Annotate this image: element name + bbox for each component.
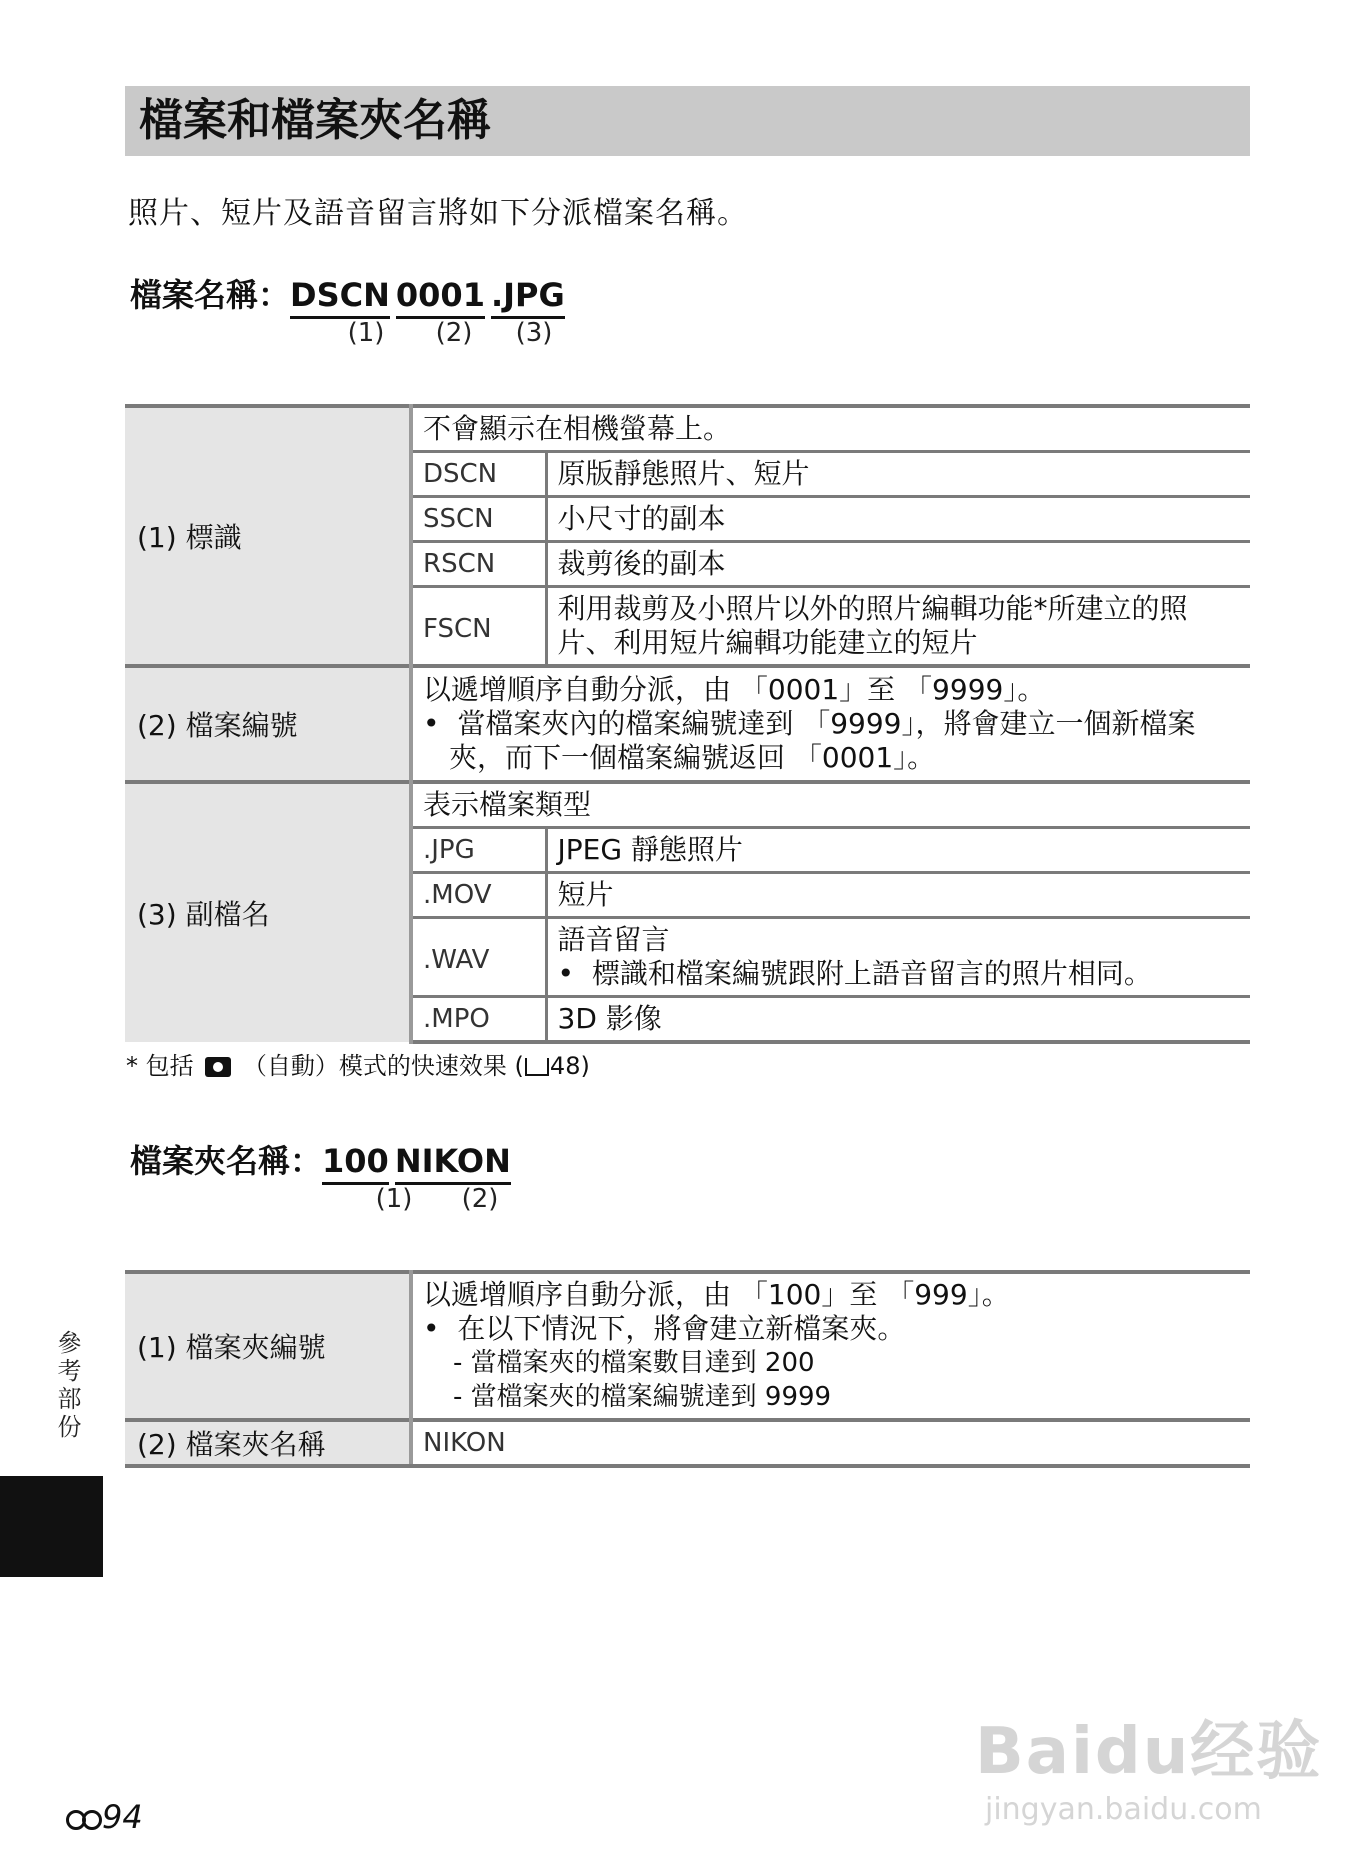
side-tab — [0, 1476, 103, 1577]
desc-cell: 裁剪後的副本 — [546, 542, 1250, 587]
foldername-part-2: NIKON — [395, 1142, 511, 1185]
extension-header: 表示檔案類型 — [411, 782, 1250, 828]
marker: (2) — [461, 1184, 499, 1214]
filename-part-2: 0001 — [396, 276, 485, 319]
label-extension: (3) 副檔名 — [125, 782, 411, 1042]
folder-number-desc — [411, 1272, 1250, 1420]
code-cell: .JPG — [411, 828, 546, 873]
marker: (2) — [435, 318, 473, 348]
bullet-text: 當檔案夾內的檔案編號達到 「9999」，將會建立一個新檔案夾，而下一個檔案編號返回 「0001」。 — [449, 707, 1196, 774]
filename-label: 檔案名稱： — [130, 276, 291, 314]
foldername-heading — [130, 1136, 517, 1185]
code-cell: FSCN — [411, 587, 546, 667]
title-bar — [125, 86, 1250, 156]
page-number — [66, 1798, 143, 1836]
label-folder-name: (2) 檔案夾名稱 — [125, 1420, 411, 1466]
bullet-text: 在以下情況下，將會建立新檔案夾。 — [457, 1312, 906, 1345]
marker: (3) — [515, 318, 553, 348]
foldername-markers — [374, 1184, 500, 1214]
file-number-line: 以遞增順序自動分派，由 「0001」至 「9999」。 — [423, 673, 1046, 706]
page-title: 檔案和檔案夾名稱 — [139, 95, 491, 146]
label-folder-number: (1) 檔案夾編號 — [125, 1272, 411, 1420]
code-cell: .MPO — [411, 997, 546, 1043]
desc-cell: 短片 — [546, 873, 1250, 918]
desc-cell — [546, 918, 1250, 997]
desc-text: 語音留言 — [557, 923, 670, 956]
label-file-number: (2) 檔案編號 — [125, 666, 411, 782]
camera-icon — [205, 1057, 231, 1077]
watermark — [975, 1700, 1322, 1827]
intro-text: 照片、短片及語音留言將如下分派檔案名稱。 — [128, 196, 748, 231]
desc-cell: 3D 影像 — [546, 997, 1250, 1043]
folder-number-line: 以遞增順序自動分派，由 「100」至 「999」。 — [423, 1278, 1010, 1311]
file-number-desc — [411, 666, 1250, 782]
side-label: 參考部份 — [53, 1330, 81, 1442]
footnote — [126, 1046, 590, 1081]
identifier-header: 不會顯示在相機螢幕上。 — [411, 406, 1250, 452]
dash-item: - 當檔案夾的檔案數目達到 200 — [453, 1348, 815, 1378]
code-cell: RSCN — [411, 542, 546, 587]
folder-name-value: NIKON — [411, 1420, 1250, 1466]
page-number-text: 94 — [102, 1798, 143, 1836]
filename-part-1: DSCN — [290, 276, 390, 319]
foldername-label: 檔案夾名稱： — [130, 1142, 323, 1180]
desc-cell: JPEG 靜態照片 — [546, 828, 1250, 873]
desc-cell: 原版靜態照片、短片 — [546, 452, 1250, 497]
label-identifier: (1) 標識 — [125, 406, 411, 666]
watermark-url: jingyan.baidu.com — [985, 1792, 1262, 1827]
foldername-table — [125, 1270, 1250, 1468]
marker: (1) — [375, 1184, 413, 1214]
code-cell: SSCN — [411, 497, 546, 542]
footnote-prefix: * 包括 — [126, 1052, 194, 1080]
filename-heading — [130, 270, 571, 319]
reference-icon — [66, 1810, 102, 1828]
desc-cell: 利用裁剪及小照片以外的照片編輯功能*所建立的照片、利用短片編輯功能建立的短片 — [546, 587, 1250, 667]
marker: (1) — [347, 318, 385, 348]
dash-item: - 當檔案夾的檔案編號達到 9999 — [453, 1382, 832, 1412]
code-cell: DSCN — [411, 452, 546, 497]
filename-part-3: .JPG — [491, 276, 565, 319]
book-icon — [525, 1058, 549, 1076]
bullet-text: 標識和檔案編號跟附上語音留言的照片相同。 — [591, 957, 1152, 990]
footnote-suffix: （自動）模式的快速效果 ( — [242, 1052, 524, 1080]
bullet-item: • 當檔案夾內的檔案編號達到 「9999」，將會建立一個新檔案夾，而下一個檔案編號返回 「0001」。 — [423, 707, 1196, 774]
bullet-item: • 在以下情況下，將會建立新檔案夾。 — [423, 1312, 906, 1345]
filename-markers — [346, 318, 554, 348]
code-cell: .WAV — [411, 918, 546, 997]
desc-cell: 小尺寸的副本 — [546, 497, 1250, 542]
foldername-part-1: 100 — [322, 1142, 389, 1185]
filename-table — [125, 404, 1250, 1044]
bullet-item: • 標識和檔案編號跟附上語音留言的照片相同。 — [557, 957, 1152, 990]
code-cell: .MOV — [411, 873, 546, 918]
watermark-main: Baidu经验 — [975, 1715, 1323, 1789]
footnote-ref: 48) — [549, 1052, 590, 1080]
